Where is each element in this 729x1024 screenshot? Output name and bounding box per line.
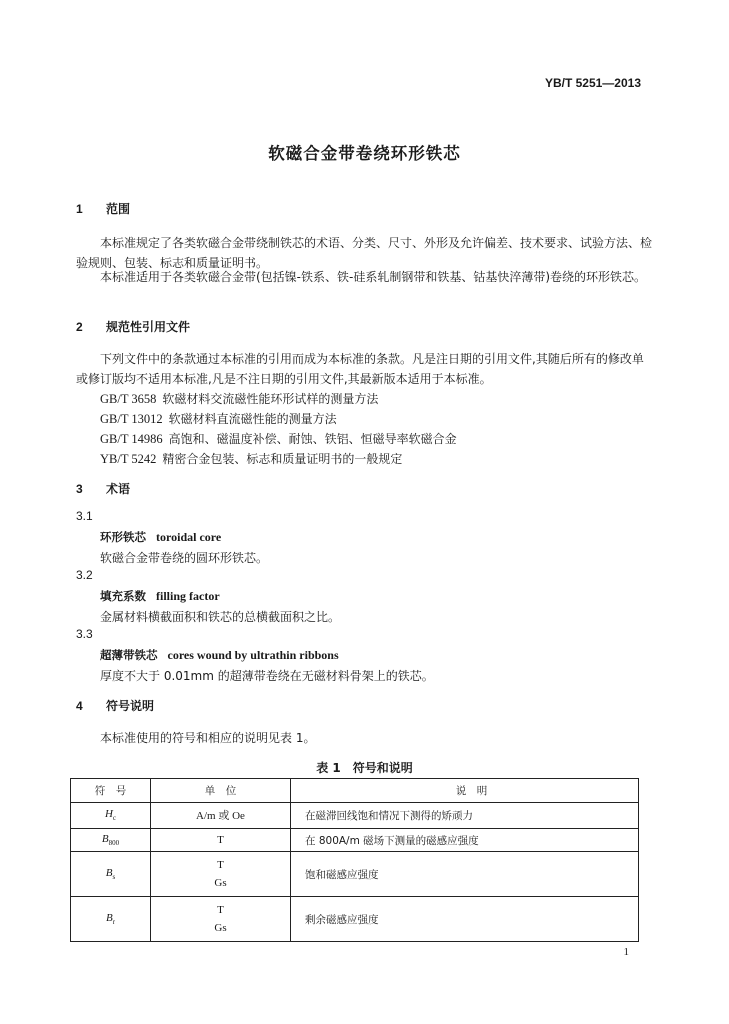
document-title: 软磁合金带卷绕环形铁芯 <box>268 144 461 163</box>
unit-secondary: Gs <box>214 877 227 889</box>
term-definition: 厚度不大于 0.01mm 的超薄带卷绕在无磁材料骨架上的铁芯。 <box>100 669 434 683</box>
symbol-table <box>70 778 639 942</box>
reference-item <box>100 450 402 467</box>
table-row <box>71 803 639 829</box>
reference-code: YB/T 5242 <box>100 452 157 466</box>
term-definition: 软磁合金带卷绕的圆环形铁芯。 <box>100 551 269 565</box>
description-cell: 在磁滞回线饱和情况下测得的矫顽力 <box>291 803 639 829</box>
term-en: cores wound by ultrathin ribbons <box>167 648 339 662</box>
symbol-letter: B <box>105 911 113 924</box>
table-header-row <box>71 779 639 803</box>
unit-secondary: Gs <box>214 922 227 934</box>
reference-code: GB/T 13012 <box>100 412 163 426</box>
table-row <box>71 852 639 897</box>
symbol-letter: B <box>105 866 113 879</box>
term-zh: 超薄带铁芯 <box>100 648 158 662</box>
symbol-subscript: c <box>112 814 117 823</box>
symbol-cell <box>71 852 151 897</box>
section-number: 3 <box>76 482 83 496</box>
term-number: 3.3 <box>76 627 93 641</box>
table-row <box>71 897 639 942</box>
unit-cell <box>151 897 291 942</box>
unit-cell <box>151 829 291 852</box>
section-number: 2 <box>76 320 83 334</box>
reference-item <box>100 430 457 447</box>
term-number: 3.2 <box>76 568 93 582</box>
reference-item <box>100 390 378 407</box>
reference-title: 精密合金包装、标志和质量证明书的一般规定 <box>162 452 403 466</box>
unit-cell <box>151 803 291 829</box>
term-number: 3.1 <box>76 509 93 523</box>
term-heading <box>100 588 220 604</box>
term-en: filling factor <box>156 589 220 603</box>
symbol-subscript: s <box>112 873 116 882</box>
table-caption: 表 1 符号和说明 <box>316 761 413 775</box>
reference-code: GB/T 14986 <box>100 432 163 446</box>
page-number: 1 <box>623 946 629 958</box>
unit-primary: A/m 或 Oe <box>196 809 245 822</box>
term-definition: 金属材料横截面积和铁芯的总横截面积之比。 <box>100 610 341 624</box>
standard-code: YB/T 5251—2013 <box>544 76 641 90</box>
reference-item <box>100 410 337 427</box>
section-2-paragraph-1: 下列文件中的条款通过本标准的引用而成为本标准的条款。凡是注日期的引用文件,其随后所有的修改单或修订版均不适用本标准,凡是不注日期的引用文件,其最新版本适用于本标准。 <box>76 352 644 386</box>
section-title: 术语 <box>106 482 131 496</box>
section-4-heading <box>76 697 154 714</box>
table-row <box>71 829 639 852</box>
section-title: 规范性引用文件 <box>106 320 191 334</box>
description-cell: 饱和磁感应强度 <box>291 852 639 897</box>
section-title: 符号说明 <box>106 699 155 713</box>
section-1-paragraph-1: 本标准规定了各类软磁合金带绕制铁芯的术语、分类、尺寸、外形及允许偏差、技术要求、试验方法、检验规则、包装、标志和质量证明书。 <box>76 236 653 270</box>
reference-title: 高饱和、磁温度补偿、耐蚀、铁铝、恒磁导率软磁合金 <box>168 432 457 446</box>
section-2-heading <box>76 318 190 335</box>
section-number: 1 <box>76 202 83 216</box>
section-1-heading <box>76 200 130 217</box>
section-title: 范围 <box>106 202 131 216</box>
reference-code: GB/T 3658 <box>100 392 157 406</box>
term-en: toroidal core <box>156 530 222 544</box>
unit-primary: T <box>217 904 224 916</box>
term-heading <box>100 529 221 545</box>
unit-primary: T <box>217 859 224 871</box>
unit-cell <box>151 852 291 897</box>
section-3-heading <box>76 480 130 497</box>
symbol-subscript: r <box>112 918 116 927</box>
section-4-paragraph-1: 本标准使用的符号和相应的说明见表 1。 <box>100 731 316 745</box>
header-symbol: 符 号 <box>71 779 151 803</box>
symbol-letter: H <box>104 808 113 821</box>
symbol-cell <box>71 803 151 829</box>
section-number: 4 <box>76 699 83 713</box>
symbol-letter: B <box>101 832 109 845</box>
term-zh: 填充系数 <box>100 589 146 603</box>
symbol-subscript: 800 <box>108 839 120 848</box>
symbol-cell <box>71 897 151 942</box>
header-unit: 单 位 <box>151 779 291 803</box>
section-1-paragraph-2: 本标准适用于各类软磁合金带(包括镍-铁系、铁-硅系轧制钢带和铁基、钴基快淬薄带)卷绕的环形铁芯。 <box>100 270 647 284</box>
reference-title: 软磁材料交流磁性能环形试样的测量方法 <box>162 392 379 406</box>
term-zh: 环形铁芯 <box>100 530 146 544</box>
description-cell: 在 800A/m 磁场下测量的磁感应强度 <box>291 829 639 852</box>
symbol-cell <box>71 829 151 852</box>
header-description: 说 明 <box>291 779 639 803</box>
term-heading <box>100 647 339 663</box>
reference-title: 软磁材料直流磁性能的测量方法 <box>168 412 337 426</box>
unit-primary: T <box>217 834 224 846</box>
description-cell: 剩余磁感应强度 <box>291 897 639 942</box>
